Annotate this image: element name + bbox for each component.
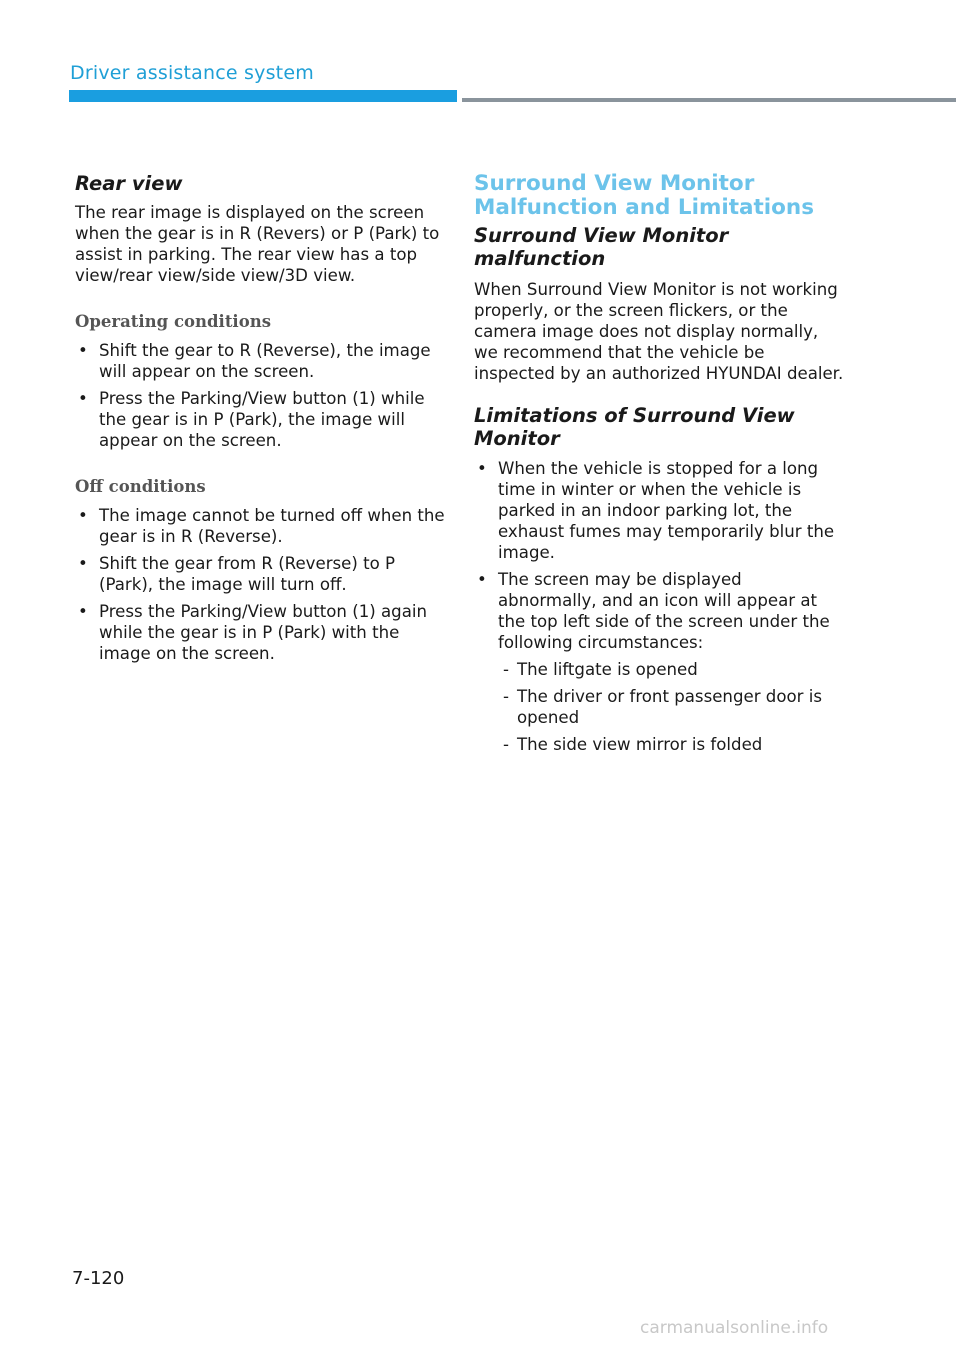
section-title: Surround View Monitor Malfunction and Limitations bbox=[474, 171, 815, 220]
list-item: • Press the Parking/View button (1) while the gear is in P (Park), the image will appear on the screen. bbox=[75, 388, 445, 451]
limitations-sublist bbox=[474, 659, 844, 755]
header-accent-bar bbox=[69, 90, 457, 102]
list-item: • Shift the gear to R (Reverse), the image will appear on the screen. bbox=[75, 340, 445, 382]
rear-view-intro: The rear image is displayed on the screen when the gear is in R (Revers) or P (Park) to assist in parking. The rear view has a top view/rear view/side view/3D view. bbox=[75, 203, 440, 285]
header-rule bbox=[462, 98, 956, 102]
limitations-list bbox=[474, 458, 844, 653]
operating-conditions-list bbox=[75, 340, 445, 451]
list-item: • The image cannot be turned off when the gear is in R (Reverse). bbox=[75, 505, 445, 547]
list-item: - The liftgate is opened bbox=[474, 659, 844, 680]
list-item: • When the vehicle is stopped for a long time in winter or when the vehicle is parked in an indoor parking lot, the exhaust fumes may temporarily blur the image. bbox=[474, 458, 844, 563]
chapter-title: Driver assistance system bbox=[70, 62, 314, 84]
rear-view-heading: Rear view bbox=[75, 172, 183, 195]
off-conditions-list bbox=[75, 505, 445, 664]
list-item: • Shift the gear from R (Reverse) to P (Park), the image will turn off. bbox=[75, 553, 445, 595]
left-column bbox=[75, 172, 445, 664]
list-item: • The screen may be displayed abnormally, and an icon will appear at the top left side of the screen under the following circumstances: bbox=[474, 569, 844, 653]
list-item: • Press the Parking/View button (1) again while the gear is in P (Park) with the image on the screen. bbox=[75, 601, 445, 664]
list-item: - The driver or front passenger door is opened bbox=[474, 686, 844, 728]
list-item: - The side view mirror is folded bbox=[474, 734, 844, 755]
right-column bbox=[474, 172, 844, 755]
page-number: 7-120 bbox=[72, 1268, 125, 1289]
operating-conditions-title: Operating conditions bbox=[75, 312, 271, 331]
malfunction-heading: Surround View Monitor malfunction bbox=[474, 224, 729, 270]
limitations-heading: Limitations of Surround View Monitor bbox=[474, 404, 795, 450]
malfunction-text: When Surround View Monitor is not working properly, or the screen flickers, or the camera image does not display normally, we recommend that the vehicle be inspected by an authorized HYUNDAI dealer. bbox=[474, 280, 844, 383]
watermark: carmanualsonline.info bbox=[640, 1318, 829, 1338]
off-conditions-title: Off conditions bbox=[75, 477, 206, 496]
